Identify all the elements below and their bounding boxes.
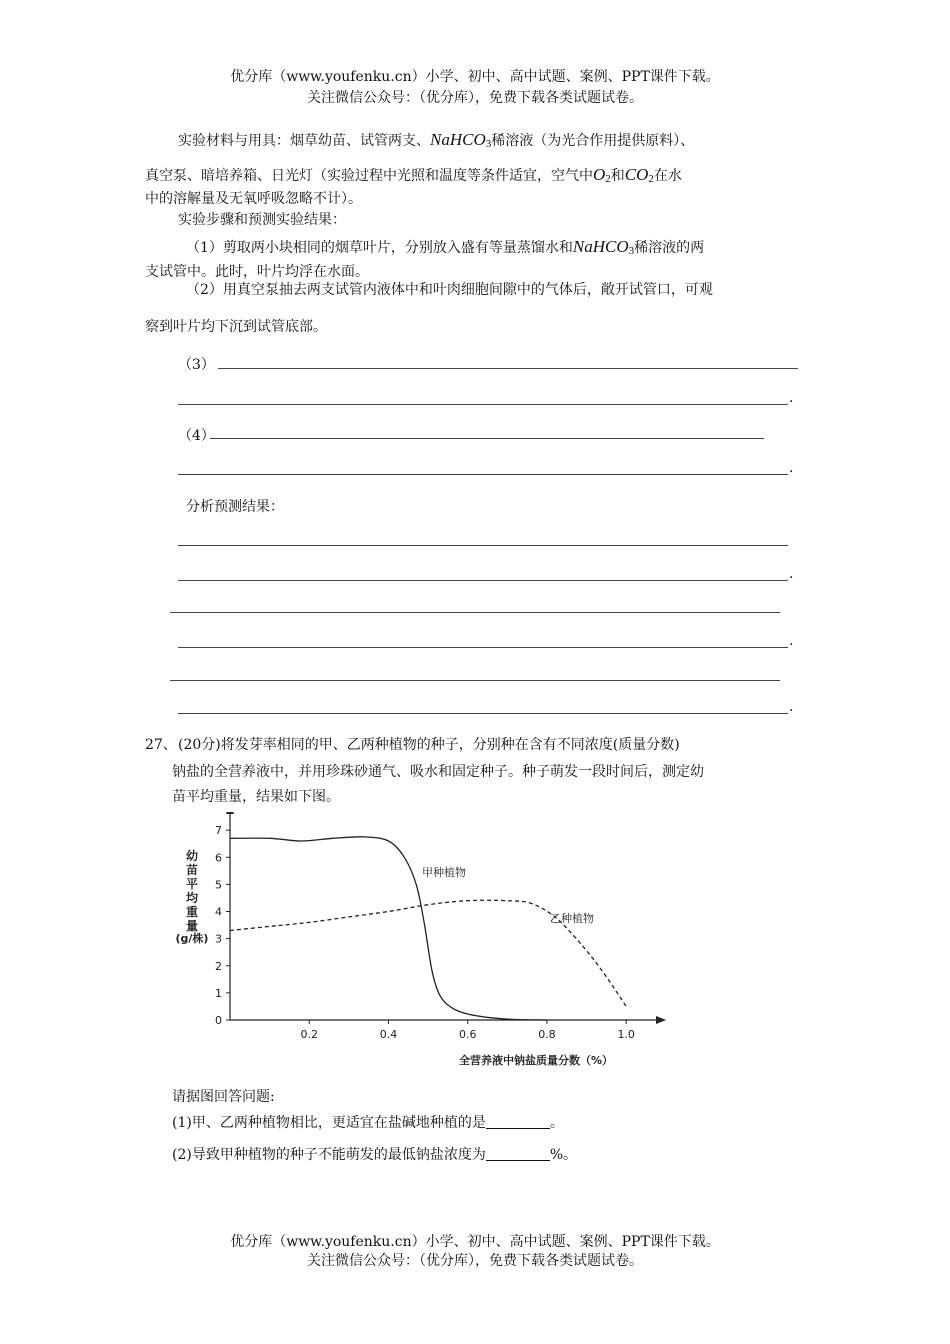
step-1-text: （1）剪取两小块相同的烟草叶片，分别放入盛有等量蒸馏水和 — [186, 240, 573, 256]
chart-ticks — [215, 824, 635, 1041]
answer-line[interactable] — [178, 713, 788, 714]
materials-text-3: 真空泵、暗培养箱、日光灯（实验过程中光照和温度等条件适宜，空气中 — [145, 168, 593, 184]
y-tick-label: 3 — [215, 932, 222, 946]
answer-blank[interactable] — [486, 1146, 550, 1161]
formula-subscript: 3 — [485, 138, 492, 150]
answer-line[interactable] — [170, 680, 780, 681]
question-number: 27、 — [145, 737, 177, 753]
question-line-2: 钠盐的全营养液中，并用珍珠砂通气、吸水和固定种子。种子萌发一段时间后，测定幼 — [172, 764, 704, 780]
materials-text-4: 在水 — [653, 168, 682, 184]
period: . — [789, 633, 794, 649]
o2-formula — [593, 165, 611, 184]
step-1-text-2: 稀溶液的两 — [634, 240, 705, 256]
answer-line[interactable] — [178, 404, 788, 405]
answer-line[interactable] — [178, 474, 788, 475]
step-2-line-1: （2）用真空泵抽去两支试管内液体中和叶肉细胞间隙中的气体后，敞开试管口，可观 — [186, 282, 713, 298]
answer-line[interactable] — [178, 647, 788, 648]
header-line-2: 关注微信公众号：（优分库），免费下载各类试题试卷。 — [307, 90, 643, 106]
formula-subscript: 2 — [605, 173, 611, 185]
y-axis-label-char: 苗 — [185, 863, 199, 877]
chart-axes — [226, 812, 666, 1024]
y-tick-label: 4 — [215, 905, 222, 919]
period: . — [789, 566, 794, 582]
sub-question-end: %。 — [549, 1147, 578, 1163]
answer-line[interactable] — [170, 612, 780, 613]
y-axis-label-char: 重 — [185, 905, 199, 919]
y-tick-label: 2 — [215, 959, 222, 973]
series-label-yi: 乙种植物 — [550, 912, 594, 925]
answer-blank[interactable] — [486, 1114, 550, 1129]
seedling-weight-chart — [160, 812, 680, 1078]
y-tick-label: 1 — [215, 986, 222, 1000]
step-4-label: （4） — [178, 428, 215, 444]
y-axis-label-char: 量 — [185, 919, 199, 933]
footer-line-1: 优分库（www.youfenku.cn）小学、初中、高中试题、案例、PPT课件下载。 — [230, 1234, 720, 1250]
nahco3-formula — [430, 130, 491, 149]
formula-body: CO — [624, 165, 649, 184]
step-2-line-2: 察到叶片均下沉到试管底部。 — [145, 319, 327, 335]
question-line-1: (20分)将发芽率相同的甲、乙两种植物的种子，分别种在含有不同浓度(质量分数) — [178, 737, 680, 753]
sub-question-text: (2)导致甲种植物的种子不能萌发的最低钠盐浓度为 — [172, 1147, 486, 1163]
formula-subscript: 2 — [648, 173, 654, 185]
chart-series — [230, 837, 626, 1020]
period: . — [789, 390, 794, 406]
y-axis-label-char: 均 — [185, 891, 199, 905]
materials-text: 实验材料与用具：烟草幼苗、试管两支、 — [178, 133, 430, 149]
answer-line[interactable] — [178, 580, 788, 581]
x-tick-label: 0.2 — [300, 1028, 318, 1041]
analysis-heading: 分析预测结果： — [186, 499, 284, 515]
y-tick-label: 7 — [215, 824, 222, 838]
period: . — [789, 460, 794, 476]
x-tick-label: 0.4 — [379, 1028, 398, 1041]
footer-line-2: 关注微信公众号：（优分库），免费下载各类试题试卷。 — [307, 1253, 643, 1269]
y-axis-label-char: 平 — [185, 877, 199, 891]
series-line-jia — [230, 837, 547, 1020]
question-ask: 请据图回答问题: — [172, 1089, 275, 1105]
y-tick-label: 5 — [215, 878, 222, 892]
conjunction: 和 — [610, 168, 625, 184]
co2-formula — [625, 165, 654, 184]
answer-line[interactable] — [178, 545, 788, 546]
step-3-label: （3） — [178, 357, 215, 373]
formula-body: NaHCO — [572, 237, 629, 256]
step-1-line-1 — [186, 237, 704, 257]
step-1-line-2: 支试管中。此时，叶片均浮在水面。 — [145, 264, 369, 280]
sub-question-end: 。 — [549, 1115, 564, 1131]
y-tick-label: 6 — [215, 851, 222, 865]
y-axis-arrow — [226, 812, 234, 814]
materials-line-1 — [178, 130, 694, 150]
period: . — [789, 699, 794, 715]
answer-line[interactable] — [218, 368, 798, 369]
x-tick-label: 0.6 — [458, 1028, 477, 1041]
x-axis-arrow — [656, 1016, 666, 1024]
sub-question-2 — [172, 1144, 577, 1164]
y-axis-unit: (g/株) — [175, 932, 209, 945]
sub-question-1 — [172, 1112, 564, 1132]
sub-question-text: (1)甲、乙两种植物相比，更适宜在盐碱地种植的是 — [172, 1115, 486, 1131]
steps-heading: 实验步骤和预测实验结果： — [178, 212, 346, 228]
x-axis-label: 全营养液中钠盐质量分数（%） — [458, 1054, 614, 1067]
header-line-1: 优分库（www.youfenku.cn）小学、初中、高中试题、案例、PPT课件下载。 — [230, 69, 720, 85]
formula-body: NaHCO — [430, 130, 486, 149]
materials-line-2 — [145, 165, 682, 185]
x-tick-label: 1.0 — [617, 1028, 635, 1041]
formula-subscript: 3 — [628, 245, 635, 257]
question-line-3: 苗平均重量，结果如下图。 — [172, 789, 340, 805]
answer-line[interactable] — [210, 438, 764, 439]
series-label-jia: 甲种植物 — [422, 866, 466, 879]
materials-text-2: 稀溶液（为光合作用提供原料）、 — [491, 133, 695, 149]
y-tick-label: 0 — [215, 1014, 222, 1027]
y-axis-label-char: 幼 — [185, 849, 199, 863]
nahco3-formula — [573, 237, 634, 256]
materials-line-3: 中的溶解量及无氧呼吸忽略不计）。 — [145, 191, 362, 207]
x-tick-label: 0.8 — [538, 1028, 556, 1041]
formula-body: O — [593, 165, 606, 184]
